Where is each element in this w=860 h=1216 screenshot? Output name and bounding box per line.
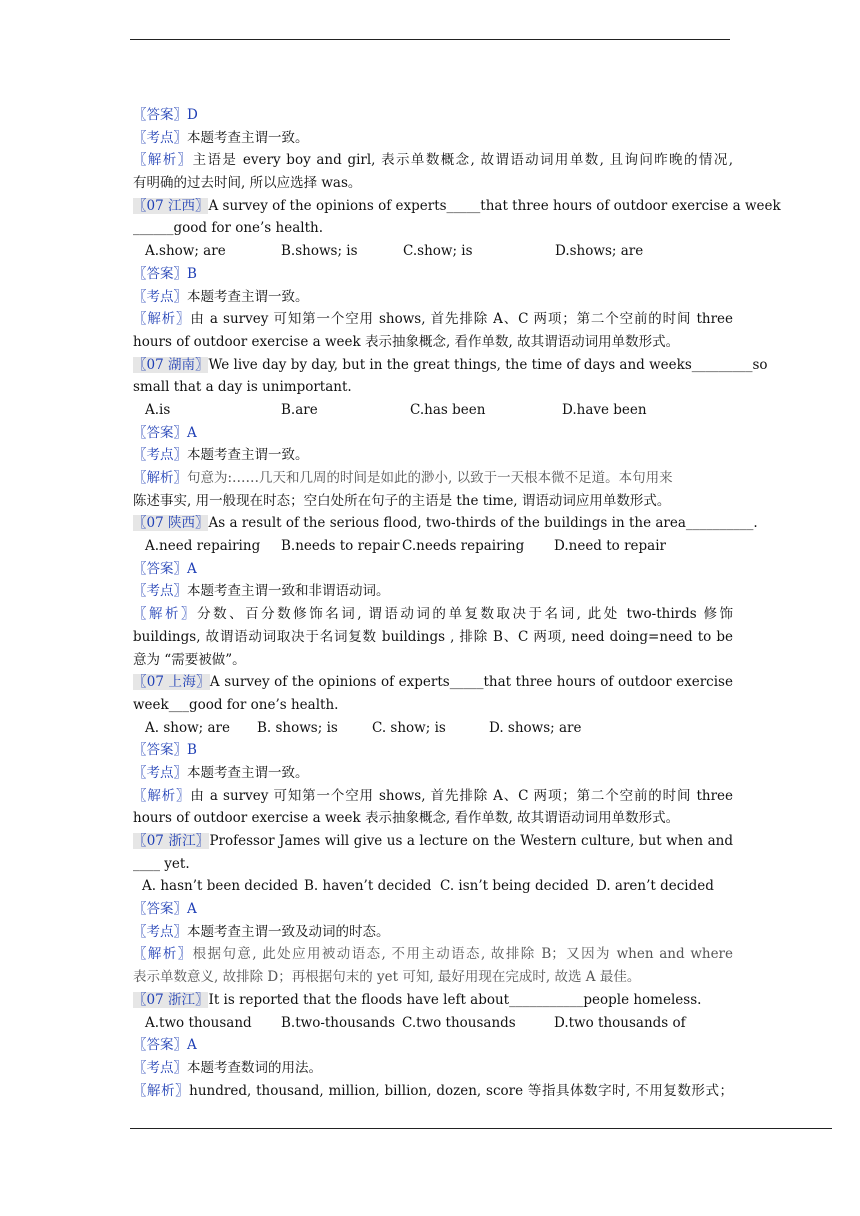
option: C.show; is <box>403 243 473 260</box>
line-label <box>133 898 733 921</box>
option: C.needs repairing <box>402 538 525 555</box>
section-label: 〖答案〗 <box>133 1037 187 1054</box>
line-source <box>133 195 781 218</box>
footer-rule <box>130 1128 832 1129</box>
option: B.needs to repair <box>281 538 400 555</box>
line-label <box>133 943 733 966</box>
line-label <box>133 739 733 762</box>
line-source <box>133 989 733 1012</box>
line-text: 本题考查主谓一致。 <box>187 288 309 305</box>
line-text: It is reported that the floods have left about___________people homeless. <box>208 991 702 1008</box>
line-text: hours of outdoor exercise a week 表示抽象概念, 看作单数, 故其谓语动词用单数形式。 <box>133 333 680 350</box>
line-text: A <box>187 424 197 441</box>
source-tag: 〖07 陕西〗 <box>133 515 209 532</box>
line-text: We live day by day, but in the great things, the time of days and weeks_________so <box>208 356 768 373</box>
line-text: ____ yet. <box>133 855 190 872</box>
line-text: 本题考查数词的用法。 <box>187 1059 322 1076</box>
line-source <box>133 830 733 853</box>
line-label <box>133 1034 733 1057</box>
line-plain <box>133 853 733 876</box>
section-label: 〖答案〗 <box>133 107 187 123</box>
line-text: B <box>187 742 197 759</box>
option: B.shows; is <box>281 243 358 260</box>
section-label: 〖解析〗 <box>133 311 191 328</box>
line-source <box>133 354 768 377</box>
option: D.need to repair <box>554 538 666 555</box>
line-text: 本题考查主谓一致及动词的时态。 <box>187 923 390 940</box>
section-label: 〖答案〗 <box>133 901 187 918</box>
line-text: 本题考查主谓一致和非谓语动词。 <box>187 583 390 600</box>
line-text: A <box>187 560 197 577</box>
line-text: small that a day is unimportant. <box>133 379 352 396</box>
option: A.is <box>145 401 171 418</box>
option: A.two thousand <box>145 1014 252 1031</box>
line-plain <box>133 217 733 240</box>
section-label: 〖考点〗 <box>133 447 187 464</box>
line-label <box>133 104 733 127</box>
source-tag: 〖07 上海〗 <box>133 674 210 691</box>
line-label <box>133 1080 733 1103</box>
line-options <box>133 717 733 740</box>
section-label: 〖解析〗 <box>133 1082 190 1099</box>
line-label <box>133 286 733 309</box>
section-label: 〖考点〗 <box>133 583 187 600</box>
line-text: Professor James will give us a lecture on the Western culture, but when and <box>209 833 733 849</box>
option: A.need repairing <box>145 538 261 555</box>
line-text: 陈述事实, 用一般现在时态；空白处所在句子的主语是 the time, 谓语动词应用单数形式。 <box>133 492 671 509</box>
option: D. shows; are <box>489 719 582 736</box>
line-text: week___good for one’s health. <box>133 696 339 713</box>
section-label: 〖答案〗 <box>133 424 187 441</box>
line-text: D <box>187 107 198 123</box>
line-text: 本题考查主谓一致。 <box>187 129 309 146</box>
line-options <box>133 1012 733 1035</box>
line-label <box>133 1057 733 1080</box>
line-text: 本题考查主谓一致。 <box>187 764 309 781</box>
line-label <box>133 785 733 808</box>
option: C. show; is <box>372 719 446 736</box>
line-text: 由 a survey 可知第一个空用 shows, 首先排除 A、C 两项；第二个空前的时间 three <box>190 311 733 328</box>
line-text: 分数、百分数修饰名词, 谓语动词的单复数取决于名词, 此处 two-thirds 修饰 <box>197 606 733 623</box>
line-text: As a result of the serious flood, two-thirds of the buildings in the area__________. <box>208 515 758 532</box>
option: A. show; are <box>145 719 230 736</box>
line-options <box>133 875 733 898</box>
line-text: 主语是 every boy and girl, 表示单数概念, 故谓语动词用单数, 且询问昨晚的情况, <box>192 152 733 169</box>
line-options <box>133 240 733 263</box>
line-options <box>133 399 733 422</box>
source-tag: 〖07 浙江〗 <box>133 991 209 1008</box>
option: B. haven’t decided <box>304 878 432 895</box>
line-text: 本题考查主谓一致。 <box>187 447 309 464</box>
line-label <box>133 467 733 490</box>
line-text: 由 a survey 可知第一个空用 shows, 首先排除 A、C 两项；第二个空前的时间 three <box>190 787 733 804</box>
section-label: 〖考点〗 <box>133 1059 187 1076</box>
line-text: 句意为:……几天和几周的时间是如此的渺小, 以致于一天根本微不足道。本句用来 <box>187 470 673 486</box>
line-text: B <box>187 265 197 282</box>
line-plain <box>133 649 733 672</box>
line-plain <box>133 376 733 399</box>
section-label: 〖解析〗 <box>133 787 191 804</box>
source-tag: 〖07 湖南〗 <box>133 356 209 373</box>
line-label <box>133 444 733 467</box>
section-label: 〖解析〗 <box>133 946 193 963</box>
source-tag: 〖07 浙江〗 <box>133 833 210 849</box>
line-plain <box>133 966 733 989</box>
section-label: 〖答案〗 <box>133 560 187 577</box>
line-text: A <box>187 901 197 918</box>
option: D. aren’t decided <box>596 878 714 895</box>
line-source <box>133 671 733 694</box>
header-rule <box>130 39 730 40</box>
line-text: 意为 “需要被做”。 <box>133 651 246 668</box>
line-text: 有明确的过去时间, 所以应选择 was。 <box>133 175 362 192</box>
option: D.have been <box>562 401 647 418</box>
option: C.two thousands <box>402 1014 516 1031</box>
section-label: 〖答案〗 <box>133 742 187 759</box>
section-label: 〖考点〗 <box>133 923 187 940</box>
section-label: 〖考点〗 <box>133 764 187 781</box>
line-text: 根据句意, 此处应用被动语态, 不用主动语态, 故排除 B；又因为 when and where <box>192 946 733 963</box>
section-label: 〖考点〗 <box>133 288 187 305</box>
line-text: A survey of the opinions of experts_____that three hours of outdoor exercise <box>209 674 733 691</box>
line-text: buildings, 故谓语动词取决于名词复数 buildings , 排除 B、C 两项, need doing=need to be <box>133 628 733 645</box>
option: B.are <box>281 401 318 418</box>
line-label <box>133 149 733 172</box>
line-label <box>133 558 733 581</box>
option: B.two-thousands <box>281 1014 396 1031</box>
line-label <box>133 580 733 603</box>
option: D.shows; are <box>555 243 644 260</box>
option: C. isn’t being decided <box>440 878 589 895</box>
option: B. shows; is <box>257 719 338 736</box>
line-options <box>133 535 733 558</box>
section-label: 〖解析〗 <box>133 606 198 623</box>
line-text: hours of outdoor exercise a week 表示抽象概念, 看作单数, 故其谓语动词用单数形式。 <box>133 810 680 827</box>
line-text: A survey of the opinions of experts_____that three hours of outdoor exercise a week <box>208 197 781 214</box>
line-label <box>133 308 733 331</box>
line-plain <box>133 807 733 830</box>
line-plain <box>133 626 733 649</box>
line-text: ______good for one’s health. <box>133 220 323 237</box>
line-label <box>133 422 733 445</box>
line-plain <box>133 490 733 513</box>
section-label: 〖解析〗 <box>133 470 187 486</box>
line-label <box>133 762 733 785</box>
option: C.has been <box>410 401 486 418</box>
line-label <box>133 127 733 150</box>
line-label <box>133 921 733 944</box>
option: D.two thousands of <box>554 1014 686 1031</box>
line-label <box>133 603 733 626</box>
line-plain <box>133 694 733 717</box>
line-plain <box>133 331 733 354</box>
option: A. hasn’t been decided <box>142 878 299 895</box>
line-label <box>133 263 733 286</box>
line-text: 表示单数意义, 故排除 D；再根据句末的 yet 可知, 最好用现在完成时, 故选 A 最佳。 <box>133 969 641 986</box>
source-tag: 〖07 江西〗 <box>133 197 209 214</box>
section-label: 〖答案〗 <box>133 265 187 282</box>
line-source <box>133 512 758 535</box>
line-text: A <box>187 1037 197 1054</box>
option: A.show; are <box>145 243 226 260</box>
line-text: hundred, thousand, million, billion, dozen, score 等指具体数字时, 不用复数形式； <box>189 1082 733 1099</box>
document-body <box>133 104 781 1102</box>
section-label: 〖解析〗 <box>133 152 193 169</box>
line-plain <box>133 172 733 195</box>
section-label: 〖考点〗 <box>133 129 187 146</box>
